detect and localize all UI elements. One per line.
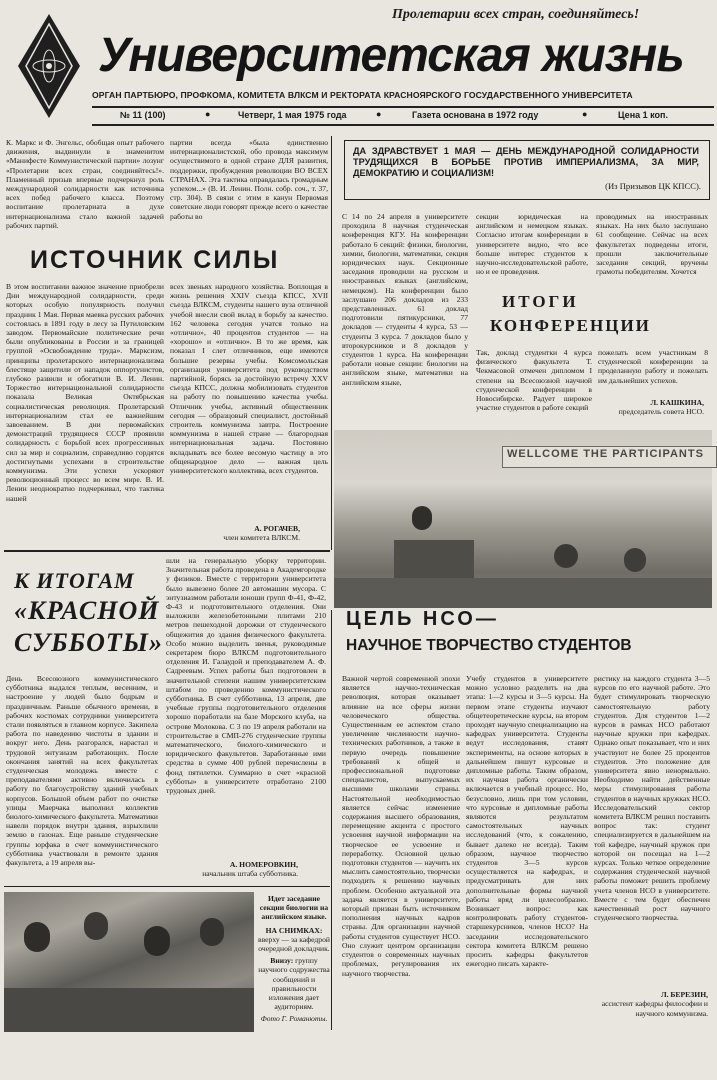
photo-credit: Фото Г. Романюты. [260, 1014, 328, 1024]
headline-subbotnik [14, 568, 164, 658]
source-col-1: В этом воспитании важное значение приобрели Дни международной солидарности, среди которых особую популярность получил праздник 1 Мая. Первая маевка русских рабочих состоялась в 1891 году в лесу за Путиловским заводом. Первомайские политические речи были опубликованы в России и за границей группой «Освобождение труда». Марксизм, принципы пролетарского интернационализма блестяще защитили от нападок оппортунистов, глубоко развили и обогатили В. И. Ленин. Торжество интернациональной солидарности показала Великая Октябрьская социалистическая революция. Пролетарский интернационализм стал ее важнейшим завоеванием. В дни первомайских демонстраций трудящиеся СССР проявили солидарность с борьбой всех прогрессивных сил за мир и социализм, справедливо гордятся достигнутыми успехами в строительстве коммунизма. Эти успехи ускоряют революционный процесс во всем мире. В. И. Ленин неоднократно подчеркивал, что тактика нашей [6, 282, 164, 503]
slogan: Пролетарии всех стран, соединяйтесь! [392, 7, 640, 22]
founded-note: Газета основана в 1972 году [412, 110, 539, 120]
caption-label-2: Внизу: [270, 956, 294, 966]
price: Цена 1 коп. [618, 110, 668, 120]
nso-col-1: Важной чертой современной эпохи является научно-техническая революция, которая оказывает влияние на все сферы жизни человеческого общества. Существенным ее аспектом стало увеличение численности научно-технических работников, а также в первую очередь повышение требований к общей и профессиональной подготовке специалистов, выпускаемых высшими школами страны. Настоятельной необходимостью является сейчас изменение содержания высшего образования, перемещение акцента с простого усвоения научной информации на творческое ее усвоение и переработку. Основной целью подготовки студентов — научить их мыслить самостоятельно, творчески подходить к решению научных проблем. Особенно актуальной эта задача является в университете, который призван быть источником пополнения научных кадров страны. Для организации научной работы студентов существует НСО. Оно служит центром организации студентов о современных научных проблемах, регулирования их научного творчества. [342, 674, 460, 978]
source-author-name: А. РОГАЧЕВ, [254, 524, 300, 533]
intro-col-1: К. Маркс и Ф. Энгельс, обобщая опыт рабочего движения, выдвинули в знаменитом «Манифесте Коммунистической партии» лозунг «Пролетарии всех стран, соединяйтесь!». Пламенный призыв впервые подчеркнул роль международной солидарности как источника всех побед рабочего класса. Поэтому воспитание пролетариата в духе интернационализма стало важной задачей рабочих партий. [6, 138, 164, 230]
caption-text-1: вверху — за кафедрой очередной докладчик. [258, 934, 330, 954]
conference-col-1: С 14 по 24 апреля в университете проходила 8 научная студенческая конференция КГУ. На конференции работало 6 секций: физики, биологии, химии, биологии, математики, секция юридических наук. Секционные заседания проводили на русском и иностранных языках (английском, немецком). На конференции было заслушано 206 докладов из 233 представленных. 61 доклад подготовили пятикурсники, 77 докладов — студенты 4 курса, 53 — студенты 3 курса. 7 докладов было у второкурсников и 8 докладов у студентов 1 курса. На конференции работали новые секции: биологии на английском языке, математики на английском языке, [342, 212, 468, 387]
issue-bar: № 11 (100) ● Четверг, 1 мая 1975 года ● Газета основана в 1972 году ● Цена 1 коп. [120, 109, 668, 120]
conference-author-name: Л. КАШКИНА, [650, 398, 704, 407]
headline-nso [346, 608, 710, 655]
newspaper-title: Университетская жизнь [98, 29, 684, 82]
nso-author-role: ассистент кафедры философии и научного коммунизма. [601, 999, 708, 1018]
nso-col-2: Учебу студентов в университете можно условно разделить на два этапа: 1—2 курсы и 3—5 курсы. На первом этапе студенты изучают общетеоретические курсы, на втором проходят научную специализацию на кафедрах университета. Студенты ведут исследования, ставят эксперименты, на основе которых в дальнейшем пишут курсовые и дипломные работы. Таким образом, их научная работа органически включается в учебный процесс. Но, безусловно, лишь при том условии, что курсовые и дипломные работы являются результатом самостоятельных научных исследований (что, к сожалению, бывает далеко не всегда). Таким образом, научное творчество студентов 3—5 курсов осуществляется на кафедрах, и предусматривать для них дополнительные формы научной работы вряд ли целесообразно. Возникает вопрос: как контролировать работу студентов-старшекурсников, членов НСО? На заседании исследовательского сектора комитета ВЛКСМ решено просить кафедры факультетов ежегодно писать характе- [466, 674, 588, 969]
conference-col-5: пожелать всем участникам 8 студенческой конференции за проделанную работу и пожелать им дальнейших успехов. [598, 348, 708, 385]
slogan-box-source: (Из Призывов ЦК КПСС). [605, 181, 701, 191]
caption-text-2: группу научного содружества сообщений и правильности изложения дает аудиториям. [258, 956, 330, 1012]
nso-col-3: ристику на каждого студента 3—5 курсов по его научной работе. Это будет стимулировать творческую самостоятельную работу студентов. Для студентов 1—2 курсов в рамках НСО работают научные кружки при кафедрах. Однако опыт показывает, что и них участвуют не более 25 процентов студентов. Это положение для университета явно ненормально. Необходимо найти действенные меры стимулирования работы студентов в научных кружках НСО. Исследовательский сектор комитета ВЛКСМ решил поставить вопрос так: студент специализируется в дальнейшем на той кафедре, научный кружок при которой он посещал на 1—2 курсах. Только четкое определение содержания студенческой научной работы поможет решить проблему учета членов НСО в университете. Вместе с тем будет обеспечен качественный рост научного студенческого творчества. [594, 674, 710, 923]
slogan-box [344, 140, 710, 200]
nso-author-name: Л. БЕРЕЗИН, [660, 990, 708, 999]
slogan-box-text: ДА ЗДРАВСТВУЕТ 1 МАЯ — ДЕНЬ МЕЖДУНАРОДНОЙ СОЛИДАРНОСТИ ТРУДЯЩИХСЯ В БОРЬБЕ ПРОТИВ ИМПЕРИАЛИЗМА, ЗА МИР, ДЕМОКРАТИЮ И СОЦИАЛИЗМ! [353, 146, 699, 178]
source-author [170, 524, 300, 543]
conference-col-3: проводимых на иностранных языках. На них было заслушано 61 сообщение. Сейчас на всех факультетах подведены итоги, прошли заключительные заседания секций, вручены грамоты победителям. Хочется [596, 212, 708, 277]
conference-photo [334, 430, 712, 608]
headline-nso-2: НАУЧНОЕ ТВОРЧЕСТВО СТУДЕНТОВ [346, 637, 632, 654]
nso-author [594, 990, 708, 1018]
subbotnik-author [166, 860, 298, 879]
photo-banner: WELLCOME THE PARTICIPANTS [502, 446, 717, 468]
photo-caption [258, 894, 330, 1024]
headline-nso-1: ЦЕЛЬ НСО— [346, 608, 499, 630]
headline-conference-1: ИТОГИ [502, 292, 579, 311]
source-col-2: всех звеньях народного хозяйства. Воплощая в жизнь решения XXIV съезда КПСС, XVII съезда ВЛКСМ, студенты нашего вуза отличной учебой внесли свой вклад в борьбу за качество. 162 человека сегодня учатся только на «отлично», 40 процентов студентов — на «хорошо» и «отлично». В то же время, как показал I слет отличников, еще имеются большие резервы учебы. Комсомольская организация университета под руководством партийной, борясь за достойную встречу XXV съезда КПСС, должна мобилизовать студентов на работу по повышению качества учебы. Отличник учебы, активный общественник сегодня — образцовый специалист, достойный строитель коммунизма завтра. Построение коммунизма в нашей стране — благородная интернациональная задача. Постоянно вкладывать все более весомую частицу в это общенародное дело — важная цель университетского коллектива, всех студентов. [170, 282, 328, 476]
seminar-photo [4, 892, 254, 1032]
subbotnik-author-name: А. НОМЕРОВКИН, [229, 860, 298, 869]
conference-author [598, 398, 704, 417]
conference-col-4: Так, доклад студентки 4 курса физического факультета Т. Чекмасовой отмечен дипломом I степени на Всесоюзной научной студенческой конференции в Новосибирске. Радует широкое участие студентов в работе секций [476, 348, 592, 413]
headline-conference-results [490, 292, 651, 336]
masthead [0, 0, 717, 130]
issue-date: Четверг, 1 мая 1975 года [238, 110, 347, 120]
subbotnik-col-2: шли на генеральную уборку территории. Значительная работа проведена в Академгородке у физиков. Вместе с территории университета было вывезено более 20 автомашин мусора. С энтузиазмом работали юноши групп Ф-41, Ф-42, Ф-43 и подготовительного отделения. Они выложили железобетонными плитами 210 метров пешеходной дорожки от студенческого общежития до здания физического факультета. Особо можно выделить звенья, руководимые секретарем бюро ВЛКСМ подготовительного отделения И. Галаудой и преподавателем А. Ф. Садреевым. Успех работы был подготовлен в значительной степени нашим университетским штабом по проведению коммунистического субботника. В счет субботника, 13 апреля, две учебные группы подготовительного отделения хорошо поработали на базе Морского клуба, на острове Молокова. С 3 по 19 апреля работали на строительстве в СМП-276 студенческие группы математического, биолого-химического и юридического факультетов. Заработанные ими средства в сумме 400 рублей перечислены в фонд пятилетки. Суммарно в счет «красной субботы» в университете отработано 2100 трудовых дней. [166, 556, 326, 796]
headline-source-of-strength: ИСТОЧНИК СИЛЫ [30, 246, 280, 274]
headline-subbotnik-1: К ИТОГАМ [14, 568, 135, 593]
conference-author-role: председатель совета НСО. [618, 407, 704, 417]
intro-col-2: партии всегда «была единственно интернационалистской, обо провода максимум осуществимого в одной стране ДЛЯ развития, поддержки, пробуждения революции ВО ВСЕХ СТРАНАХ. Эта тактика оправдалась громадным успехом...» (В. И. Ленин. Полн. собр. соч., т. 37, стр. 304). В связи с этим в канун Первомая советские люди говорят прежде всего о качестве работы во [170, 138, 328, 221]
subtitle: ОРГАН ПАРТБЮРО, ПРОФКОМА, КОМИТЕТА ВЛКСМ И РЕКТОРАТА КРАСНОЯРСКОГО ГОСУДАРСТВЕННОГО УНИВЕРСИТЕТА [92, 90, 633, 100]
emblem-icon [14, 12, 84, 120]
conference-col-2: секции юридическая на английском и немецком языках. Согласно итогам конференции в университете видно, что все больше интерес студентов к научно-исследовательской работе, но и ее проведения. [476, 212, 588, 277]
caption-label-1: НА СНИМКАХ: [265, 925, 323, 935]
subbotnik-col-1: День Всесоюзного коммунистического субботника выдался теплым, весенним, и настроение у людей было бодрым и праздничным. Раньше обычного времени, в рабочих костюмах сотрудники университета стали появляться в главном корпусе. Закипела работа по наведению чистоты в здании и вокруг него. День разгорался, нарастал и трудовой энтузиазм работающих. После окончания занятий на всех факультетах студенческая молодежь вместе с преподавателями активно включилась в работу по благоустройству зданий учебных корпусов. Большой объем работ по очистке улицы Маерчака выполнил коллектив биолого-химического факультета. Математики навели порядок внутри здания, взрыхлили землю в газонах. Еще раньше студенческие группы юрфака в счет коммунистического субботника участвовали в ремонте здания факультета, а 19 апреля вы- [6, 674, 158, 868]
subbotnik-author-role: начальник штаба субботника. [202, 869, 298, 879]
headline-subbotnik-3: СУББОТЫ» [14, 628, 163, 657]
issue-number: № 11 (100) [120, 110, 166, 120]
headline-subbotnik-2: «КРАСНОЙ [14, 596, 160, 625]
headline-conference-2: КОНФЕРЕНЦИИ [490, 316, 651, 335]
caption-line-1: Идет заседание секции биологии на английском языке. [259, 894, 329, 922]
source-author-role: член комитета ВЛКСМ. [223, 533, 300, 543]
